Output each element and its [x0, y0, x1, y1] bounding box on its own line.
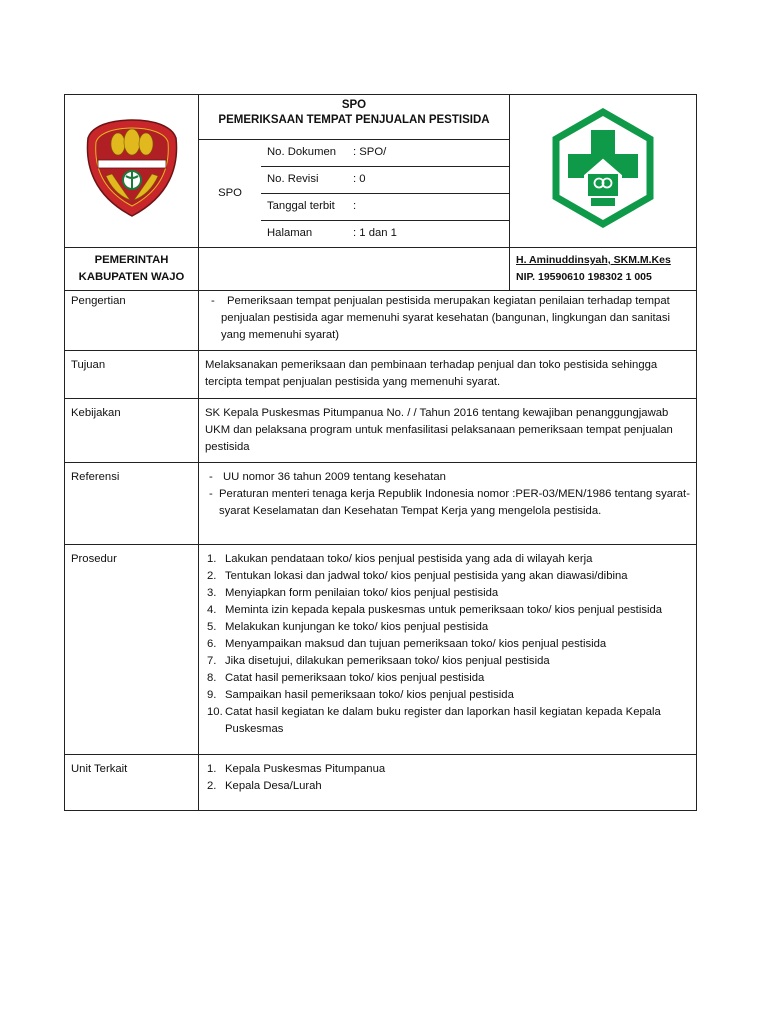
section-label-referensi: Referensi: [65, 463, 199, 545]
list-item: [205, 761, 690, 778]
list-item: - UU nomor 36 tahun 2009 tentang kesehatan: [209, 471, 446, 483]
section-label-unit-terkait: Unit Terkait: [65, 755, 199, 811]
doc-info-row: Tanggal terbit :: [261, 194, 509, 221]
title-cell: [199, 95, 510, 248]
list-item-text: Catat hasil pemeriksaan toko/ kios penjual pestisida: [225, 672, 485, 684]
section-label-kebijakan: Kebijakan: [65, 399, 199, 463]
section-content-tujuan: Melaksanakan pemeriksaan dan pembinaan terhadap penjual dan toko pestisida sehingga tercipta tempat penjualan pestisida yang memenuhi syarat.: [199, 351, 697, 399]
list-item: [205, 687, 690, 704]
list-item-number: 5.: [207, 621, 217, 633]
list-item: [205, 670, 690, 687]
spo-side-label: SPO: [218, 187, 242, 199]
list-item-number: 10.: [207, 706, 223, 718]
list-item-text: Melakukan kunjungan ke toko/ kios penjual pestisida: [225, 621, 489, 633]
puskesmas-logo-icon: [548, 108, 658, 228]
signatory-cell: [510, 248, 697, 291]
list-item-number: 1.: [207, 763, 217, 775]
unit-terkait-list: [205, 761, 690, 795]
list-item-text: Sampaikan hasil pemeriksaan toko/ kios penjual pestisida: [225, 689, 514, 701]
wajo-emblem-icon: [80, 116, 184, 220]
section-label-tujuan: Tujuan: [65, 351, 199, 399]
list-item-text: Lakukan pendataan toko/ kios penjual pestisida yang ada di wilayah kerja: [225, 553, 593, 565]
list-item-number: 9.: [207, 689, 217, 701]
list-item-number: 8.: [207, 672, 217, 684]
spo-table: [64, 94, 697, 811]
section-content-referensi: [199, 463, 697, 545]
doc-info-row: Halaman : 1 dan 1: [261, 221, 509, 248]
list-item: [205, 619, 690, 636]
doc-info-row: No. Revisi : 0: [261, 167, 509, 194]
list-item-text: Kepala Puskesmas Pitumpanua: [225, 763, 386, 775]
list-item-text: Jika disetujui, dilakukan pemeriksaan toko/ kios penjual pestisida: [225, 655, 550, 667]
list-item: [205, 636, 690, 653]
list-item-number: 3.: [207, 587, 217, 599]
document-title: [199, 95, 509, 140]
list-item-number: 2.: [207, 570, 217, 582]
section-content-pengertian: [199, 291, 697, 351]
signatory-nip: NIP. 19590610 198302 1 005: [516, 271, 652, 283]
list-item: [205, 568, 690, 585]
doc-info-row: No. Dokumen : SPO/: [267, 146, 387, 158]
section-content-unit-terkait: [199, 755, 697, 811]
list-item: [205, 704, 690, 738]
list-item: [205, 602, 690, 619]
list-item-text: Catat hasil kegiatan ke dalam buku register dan laporkan hasil kegiatan kepada Kepala Puskesmas: [225, 706, 661, 735]
list-item: - Pemeriksaan tempat penjualan pestisida merupakan kegiatan penilaian terhadap tempat penjualan pestisida agar memenuhi syarat kesehatan (bangunan, lingkungan dan sanitasi yang memenuhi syarat): [211, 295, 671, 341]
section-label-pengertian: Pengertian: [65, 291, 199, 351]
spo-document: [64, 94, 696, 811]
list-item: [205, 551, 690, 568]
regency-emblem-cell: [65, 95, 199, 248]
list-item-number: 1.: [207, 553, 217, 565]
list-item-text: Kepala Desa/Lurah: [225, 780, 322, 792]
section-label-prosedur: Prosedur: [65, 545, 199, 755]
list-item: [205, 585, 690, 602]
list-item-text: Menyiapkan form penilaian toko/ kios penjual pestisida: [225, 587, 499, 599]
list-item: [205, 778, 690, 795]
list-item: - Peraturan menteri tenaga kerja Republik Indonesia nomor :PER-03/MEN/1986 tentang syarat-syarat Keselamatan dan Kesehatan Tempat Kerja yang mengelola pestisida.: [209, 488, 690, 517]
section-content-kebijakan: SK Kepala Puskesmas Pitumpanua No. / / Tahun 2016 tentang kewajiban penanggungjawab UKM dan pelaksana program untuk menfasilitasi pelaksanaan pemeriksaan tempat penjualan pestisida: [199, 399, 697, 463]
puskesmas-logo-cell: [510, 95, 697, 248]
doc-info-table: [199, 140, 509, 247]
list-item-text: Menyampaikan maksud dan tujuan pemeriksaan toko/ kios penjual pestisida: [225, 638, 607, 650]
list-item-number: 7.: [207, 655, 217, 667]
list-item-text: Tentukan lokasi dan jadwal toko/ kios penjual pestisida yang akan diawasi/dibina: [225, 570, 628, 582]
government-cell: PEMERINTAH KABUPATEN WAJO: [65, 248, 199, 291]
prosedur-list: [205, 551, 690, 738]
list-item-number: 2.: [207, 780, 217, 792]
list-item-number: 4.: [207, 604, 217, 616]
list-item-text: Meminta izin kepada kepala puskesmas untuk pemeriksaan toko/ kios penjual pestisida: [225, 604, 663, 616]
title-main: PEMERIKSAAN TEMPAT PENJUALAN PESTISIDA: [218, 114, 490, 126]
blank-cell: [199, 248, 510, 291]
list-item-number: 6.: [207, 638, 217, 650]
signatory-name: H. Aminuddinsyah, SKM.M.Kes: [516, 254, 671, 266]
title-spo: SPO: [341, 99, 367, 111]
section-content-prosedur: [199, 545, 697, 755]
list-item: [205, 653, 690, 670]
